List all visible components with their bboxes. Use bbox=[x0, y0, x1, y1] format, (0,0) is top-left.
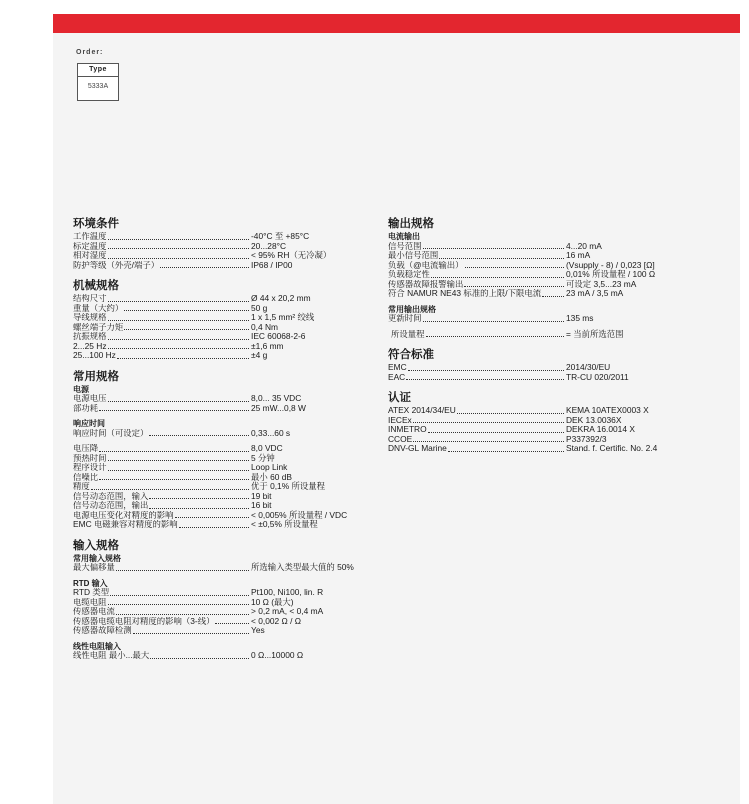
spec-row bbox=[73, 251, 363, 261]
misc-rows bbox=[73, 444, 363, 530]
spec-row bbox=[73, 588, 363, 598]
dot-leader bbox=[99, 404, 249, 412]
spec-row bbox=[73, 351, 363, 361]
set-range-row bbox=[388, 330, 688, 340]
spec-row bbox=[73, 304, 363, 314]
spec-label: DNV-GL Marine bbox=[388, 444, 447, 453]
section-title-standards: 符合标准 bbox=[388, 349, 434, 361]
spec-label: 部功耗 bbox=[73, 403, 99, 413]
dot-leader bbox=[108, 598, 250, 606]
spec-value: Stand. f. Certific. No. 2.4 bbox=[566, 443, 658, 453]
dot-leader bbox=[160, 261, 249, 269]
spec-value: < 95% RH（无冷凝） bbox=[251, 250, 332, 260]
spec-label: 传感器电缆电阻对精度的影响（3-线） bbox=[73, 616, 215, 626]
spec-row bbox=[73, 463, 363, 473]
spec-label: 信号动态范围，输入 bbox=[73, 491, 149, 501]
right-column bbox=[388, 216, 688, 454]
dot-leader bbox=[108, 294, 250, 302]
spec-value: 1 x 1,5 mm² 绞线 bbox=[251, 312, 315, 322]
dot-leader bbox=[175, 511, 250, 519]
spec-label: 电源电压变化对精度的影响 bbox=[73, 510, 174, 520]
general-input-rows bbox=[73, 563, 363, 573]
spec-value: 0,01% 所设量程 / 100 Ω bbox=[566, 269, 656, 279]
spec-row bbox=[73, 607, 363, 617]
spec-row bbox=[73, 617, 363, 627]
subsection-title-response: 响应时间 bbox=[73, 419, 105, 428]
common-output-rows bbox=[388, 314, 688, 324]
type-value: 5333A bbox=[87, 83, 109, 90]
spec-label: 最大偏移量 bbox=[73, 563, 115, 572]
spec-row bbox=[73, 313, 363, 323]
spec-value: 2014/30/EU bbox=[566, 362, 611, 372]
spec-value: IP68 / IP00 bbox=[251, 259, 293, 270]
spec-value: > 0,2 mA, < 0,4 mA bbox=[251, 606, 324, 616]
section-title-approvals: 认证 bbox=[388, 392, 411, 404]
spec-label: 程序设计 bbox=[73, 463, 107, 472]
spec-row bbox=[73, 454, 363, 464]
spec-row bbox=[73, 520, 363, 530]
spec-label: 负载稳定性 bbox=[388, 270, 430, 279]
spec-value: 25 mW...0,8 W bbox=[251, 402, 306, 413]
subsection-title-current-output: 电流输出 bbox=[388, 232, 420, 241]
spec-value: Yes bbox=[251, 625, 265, 635]
spec-value: 8,0 VDC bbox=[251, 443, 283, 453]
order-type-box bbox=[77, 63, 119, 101]
spec-value: 20...28°C bbox=[251, 240, 287, 251]
spec-label: 线性电阻 最小...最大 bbox=[73, 651, 150, 660]
spec-row bbox=[73, 332, 363, 342]
spec-row bbox=[73, 444, 363, 454]
dot-leader bbox=[423, 242, 565, 250]
section-title-output: 输出规格 bbox=[388, 218, 434, 230]
subsection-title-linear-resistance: 线性电阻输入 bbox=[73, 641, 121, 651]
spec-row bbox=[73, 626, 363, 636]
set-range-value: = 当前所选范围 bbox=[566, 328, 624, 339]
dot-leader bbox=[108, 463, 250, 471]
dot-leader bbox=[99, 444, 249, 452]
spec-value: Loop Link bbox=[251, 462, 288, 472]
spec-value: TR-CU 020/2011 bbox=[566, 371, 629, 382]
spec-label: 预热时间 bbox=[73, 453, 107, 463]
spec-label: 结构尺寸 bbox=[73, 294, 107, 303]
spec-label: 导线规格 bbox=[73, 313, 107, 322]
spec-value: 19 bit bbox=[251, 490, 272, 501]
dot-leader bbox=[124, 304, 249, 312]
spec-value: 16 bit bbox=[251, 500, 272, 510]
dot-leader bbox=[439, 251, 564, 259]
spec-value: 0 Ω...10000 Ω bbox=[251, 650, 304, 660]
spec-value: Ø 44 x 20,2 mm bbox=[251, 293, 311, 303]
spec-row bbox=[388, 363, 688, 373]
section-title-environment: 环境条件 bbox=[73, 218, 119, 230]
spec-label: 电源电压 bbox=[73, 394, 107, 403]
spec-label: 最小信号范围 bbox=[388, 251, 439, 260]
dot-leader bbox=[99, 473, 249, 481]
spec-value: 8,0... 35 VDC bbox=[251, 393, 302, 403]
spec-label: 传感器故障报警输出 bbox=[388, 279, 464, 289]
subsection-title-rtd: RTD 输入 bbox=[73, 578, 108, 588]
dot-leader bbox=[413, 435, 564, 443]
spec-value: DEKRA 16.0014 X bbox=[566, 424, 635, 434]
spec-value: < ±0,5% 所设量程 bbox=[251, 519, 318, 529]
spec-row bbox=[388, 242, 688, 252]
spec-value: -40°C 至 +85°C bbox=[251, 231, 310, 241]
spec-label: INMETRO bbox=[388, 425, 427, 434]
dot-leader bbox=[423, 314, 565, 322]
spec-row bbox=[73, 651, 363, 661]
section-title-input: 输入规格 bbox=[73, 539, 119, 552]
subsection-title-power: 电源 bbox=[73, 384, 89, 394]
spec-label: 2...25 Hz bbox=[73, 341, 107, 351]
spec-value: ±1,6 mm bbox=[251, 340, 284, 351]
spec-label: 符合 NAMUR NE43 标准的上限/下限电流 bbox=[388, 289, 542, 298]
spec-value: (Vsupply - 8) / 0,023 [Ω] bbox=[566, 259, 655, 270]
spec-value: 0,33...60 s bbox=[251, 427, 291, 438]
power-rows bbox=[73, 394, 363, 413]
spec-row bbox=[73, 429, 363, 439]
spec-label: 重量（大约） bbox=[73, 303, 124, 313]
spec-row bbox=[388, 270, 688, 280]
spec-label: EMC 电磁兼容对精度的影响 bbox=[73, 520, 178, 529]
rtd-rows bbox=[73, 588, 363, 636]
spec-label: 更新时间 bbox=[388, 314, 422, 323]
spec-value: 最小 60 dB bbox=[251, 471, 292, 482]
approvals-rows bbox=[388, 406, 688, 454]
spec-value: 优于 0,1% 所设量程 bbox=[251, 481, 325, 491]
spec-label: IECEx bbox=[388, 415, 412, 425]
spec-value: 所选输入类型最大值的 50% bbox=[251, 562, 354, 572]
spec-row bbox=[73, 342, 363, 352]
spec-value: DEK 13.0036X bbox=[566, 414, 622, 425]
left-column bbox=[73, 216, 363, 661]
spec-value: < 0,005% 所设量程 / VDC bbox=[251, 509, 348, 520]
spec-row bbox=[73, 294, 363, 304]
spec-value: 可设定 3,5...23 mA bbox=[566, 278, 637, 289]
spec-label: 相对湿度 bbox=[73, 251, 107, 260]
spec-label: 抗振规格 bbox=[73, 332, 107, 341]
section-title-common: 常用规格 bbox=[73, 370, 119, 383]
set-range-label: 所设量程 bbox=[391, 329, 425, 339]
spec-row bbox=[73, 261, 363, 271]
spec-row bbox=[73, 492, 363, 502]
spec-label: 标定温度 bbox=[73, 241, 107, 251]
dot-leader bbox=[108, 454, 250, 462]
spec-row bbox=[73, 482, 363, 492]
spec-row bbox=[73, 511, 363, 521]
spec-label: 防护等级（外壳/端子） bbox=[73, 260, 160, 270]
dot-leader bbox=[149, 429, 249, 437]
spec-value: 23 mA / 3,5 mA bbox=[566, 288, 624, 298]
dot-leader bbox=[413, 416, 564, 424]
spec-label: 传感器电流 bbox=[73, 607, 115, 616]
environment-rows bbox=[73, 232, 363, 270]
spec-value: P337392/3 bbox=[566, 433, 607, 444]
subsection-title-common-output: 常用输出规格 bbox=[388, 304, 436, 314]
dot-leader bbox=[542, 289, 564, 297]
response-rows bbox=[73, 429, 363, 439]
dot-leader bbox=[448, 444, 564, 452]
dot-leader bbox=[149, 492, 249, 500]
spec-value: 4...20 mA bbox=[566, 240, 602, 251]
dot-leader bbox=[108, 251, 250, 259]
dot-leader bbox=[108, 394, 250, 402]
spec-row bbox=[388, 444, 688, 454]
spec-label: 工作温度 bbox=[73, 232, 107, 241]
dot-leader bbox=[149, 501, 249, 509]
dot-leader bbox=[179, 520, 249, 528]
spec-label: 信噪比 bbox=[73, 472, 99, 482]
spec-label: 电缆电阻 bbox=[73, 597, 107, 607]
spec-label: 传感器故障检测 bbox=[73, 626, 132, 635]
dot-leader bbox=[117, 351, 249, 359]
dot-leader bbox=[91, 482, 249, 490]
dot-leader bbox=[465, 261, 564, 269]
spec-value: Pt100, Ni100, lin. R bbox=[251, 587, 324, 597]
current-output-rows bbox=[388, 242, 688, 299]
dot-leader bbox=[408, 363, 564, 371]
spec-label: 25...100 Hz bbox=[73, 351, 116, 360]
spec-label: RTD 类型 bbox=[73, 588, 110, 597]
spec-row bbox=[388, 406, 688, 416]
spec-value: IEC 60068-2-6 bbox=[251, 331, 306, 341]
dot-leader bbox=[431, 270, 564, 278]
spec-label: EMC bbox=[388, 363, 407, 372]
spec-value: 10 Ω (最大) bbox=[251, 596, 294, 607]
spec-row bbox=[73, 394, 363, 404]
spec-value: 5 分钟 bbox=[251, 452, 275, 463]
dot-leader bbox=[133, 626, 249, 634]
spec-row bbox=[73, 404, 363, 414]
spec-row bbox=[388, 373, 688, 383]
type-header: Type bbox=[78, 64, 118, 77]
subsection-title-general-input: 常用输入规格 bbox=[73, 553, 121, 563]
spec-row bbox=[388, 289, 688, 299]
linear-resistance-rows bbox=[73, 651, 363, 661]
spec-row bbox=[388, 280, 688, 290]
spec-value: 50 g bbox=[251, 302, 268, 313]
spec-label: 螺丝端子力矩 bbox=[73, 322, 124, 332]
spec-row bbox=[73, 232, 363, 242]
section-title-mechanical: 机械规格 bbox=[73, 280, 119, 292]
dot-leader bbox=[124, 323, 249, 331]
spec-value: ±4 g bbox=[251, 350, 268, 360]
spec-value: KEMA 10ATEX0003 X bbox=[566, 405, 649, 415]
spec-label: 信号动态范围，输出 bbox=[73, 501, 149, 510]
spec-label: 响应时间（可设定） bbox=[73, 428, 149, 438]
spec-row bbox=[388, 416, 688, 426]
spec-row bbox=[388, 425, 688, 435]
dot-leader bbox=[116, 607, 249, 615]
dot-leader bbox=[116, 563, 249, 571]
spec-row bbox=[73, 323, 363, 333]
dot-leader bbox=[108, 313, 250, 321]
dot-leader bbox=[108, 332, 250, 340]
dot-leader bbox=[108, 242, 250, 250]
spec-label: 电压降 bbox=[73, 444, 99, 453]
spec-value: 135 ms bbox=[566, 313, 594, 323]
spec-label: 负载（@电流输出） bbox=[388, 260, 464, 270]
spec-label: ATEX 2014/34/EU bbox=[388, 406, 456, 415]
spec-value: 16 mA bbox=[566, 250, 591, 260]
spec-row bbox=[73, 563, 363, 573]
order-label: Order: bbox=[76, 49, 104, 56]
spec-row bbox=[388, 314, 688, 324]
spec-label: 信号范围 bbox=[388, 241, 422, 251]
dot-leader bbox=[215, 617, 249, 625]
spec-value: 0,4 Nm bbox=[251, 321, 278, 332]
spec-label: 精度 bbox=[73, 482, 90, 491]
brand-header-bar bbox=[53, 14, 740, 33]
dot-leader bbox=[457, 406, 564, 414]
dot-leader bbox=[464, 280, 564, 288]
dot-leader bbox=[428, 425, 564, 433]
spec-label: CCOE bbox=[388, 434, 413, 444]
dot-leader bbox=[406, 373, 564, 381]
dot-leader bbox=[110, 588, 249, 596]
spec-label: EAC bbox=[388, 372, 406, 382]
standards-rows bbox=[388, 363, 688, 382]
spec-value: < 0,002 Ω / Ω bbox=[251, 615, 302, 626]
dot-leader bbox=[108, 232, 250, 240]
dot-leader bbox=[150, 651, 249, 659]
dot-leader bbox=[108, 342, 249, 350]
mechanical-rows bbox=[73, 294, 363, 361]
